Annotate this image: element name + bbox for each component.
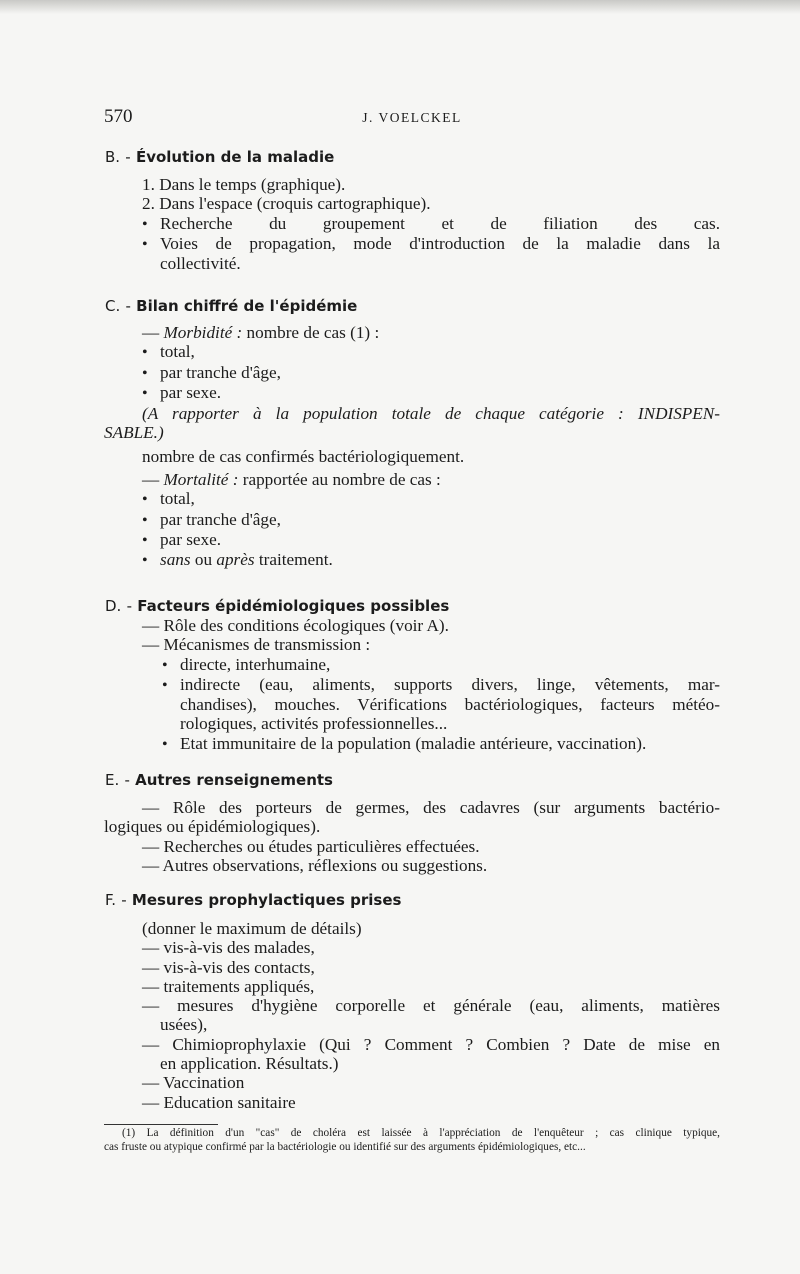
list-item: — Autres observations, réflexions ou suggestions. bbox=[142, 855, 488, 875]
list-item: • Etat immunitaire de la population (maladie antérieure, vaccination). bbox=[104, 734, 720, 754]
note-line: SABLE.) bbox=[104, 423, 164, 443]
list-item-continuation: chandises), mouches. Vérifications bactériologiques, facteurs météo- bbox=[180, 695, 720, 715]
footnote-rule bbox=[104, 1124, 218, 1125]
section-b-heading: B. - Évolution de la maladie bbox=[105, 148, 335, 166]
section-e-heading: E. - Autres renseignements bbox=[105, 771, 333, 789]
section-d-title: Facteurs épidémiologiques possibles bbox=[137, 597, 450, 615]
section-f bbox=[104, 890, 720, 1112]
section-e bbox=[104, 770, 720, 875]
section-c bbox=[104, 296, 720, 571]
list-item: — mesures d'hygiène corporelle et générale (eau, aliments, matières bbox=[142, 996, 720, 1016]
section-d-heading: D. - Facteurs épidémiologiques possibles bbox=[105, 597, 450, 615]
list-item: 2. Dans l'espace (croquis cartographique). bbox=[142, 194, 431, 214]
list-item: — vis-à-vis des contacts, bbox=[142, 957, 315, 977]
list-item: • Voies de propagation, mode d'introduction de la maladie dans la bbox=[104, 234, 720, 254]
section-f-heading: F. - Mesures prophylactiques prises bbox=[105, 891, 402, 909]
list-item: — traitements appliqués, bbox=[142, 976, 315, 996]
section-f-title: Mesures prophylactiques prises bbox=[131, 891, 402, 909]
list-item: — Recherches ou études particulières effectuées. bbox=[142, 836, 480, 856]
list-item-continuation: en application. Résultats.) bbox=[160, 1054, 339, 1074]
list-item: • Recherche du groupement et de filiation des cas. bbox=[104, 214, 720, 234]
scan-edge bbox=[0, 0, 800, 14]
list-item: — Rôle des porteurs de germes, des cadavres (sur arguments bactério- bbox=[142, 798, 720, 817]
running-head: J. VOELCKEL bbox=[362, 110, 462, 125]
list-item: • par tranche d'âge, bbox=[104, 510, 720, 530]
confirmed-cases-line: nombre de cas confirmés bactériologiquement. bbox=[142, 446, 465, 466]
list-item: • sans ou après traitement. bbox=[104, 550, 720, 570]
list-item: — Education sanitaire bbox=[142, 1092, 296, 1112]
section-e-title: Autres renseignements bbox=[135, 771, 333, 789]
page-header bbox=[104, 106, 720, 130]
list-item: • par sexe. bbox=[104, 530, 720, 550]
list-item: — Vaccination bbox=[142, 1073, 245, 1093]
section-c-title: Bilan chiffré de l'épidémie bbox=[136, 297, 358, 315]
footnote-line: cas fruste ou atypique confirmé par la bactériologie ou identifié sur des arguments épidémiologiques, etc... bbox=[104, 1140, 586, 1153]
footnote bbox=[104, 1127, 720, 1154]
list-item: — vis-à-vis des malades, bbox=[142, 938, 315, 958]
section-c-heading: C. - Bilan chiffré de l'épidémie bbox=[105, 297, 358, 315]
mortalite-line: — Mortalité : rapportée au nombre de cas : bbox=[142, 470, 441, 490]
section-b bbox=[104, 147, 720, 273]
list-item: (donner le maximum de détails) bbox=[142, 919, 362, 938]
list-item: • par tranche d'âge, bbox=[104, 363, 720, 383]
morbidite-line: — Morbidité : nombre de cas (1) : bbox=[142, 323, 380, 342]
list-item-continuation: usées), bbox=[160, 1015, 208, 1035]
list-item: • total, bbox=[104, 489, 720, 509]
note-line: (A rapporter à la population totale de chaque catégorie : INDISPEN- bbox=[142, 404, 720, 424]
list-item-continuation: logiques ou épidémiologiques). bbox=[104, 817, 321, 837]
list-item-continuation: collectivité. bbox=[160, 254, 241, 274]
section-b-title: Évolution de la maladie bbox=[135, 148, 335, 166]
page-number: 570 bbox=[104, 106, 133, 127]
footnote-line: (1) La définition d'un "cas" de choléra est laissée à l'appréciation de l'enquêteur ; cas clinique typique, bbox=[122, 1127, 720, 1139]
list-item: — Chimioprophylaxie (Qui ? Comment ? Combien ? Date de mise en bbox=[142, 1034, 720, 1054]
list-item: • par sexe. bbox=[104, 383, 720, 403]
list-item-continuation: rologiques, activités professionnelles... bbox=[180, 714, 448, 734]
list-item: 1. Dans le temps (graphique). bbox=[142, 175, 346, 194]
section-d bbox=[104, 596, 720, 754]
list-item: • directe, interhumaine, bbox=[104, 655, 720, 675]
list-item: — Mécanismes de transmission : bbox=[142, 635, 371, 655]
list-item: — Rôle des conditions écologiques (voir A). bbox=[142, 616, 449, 635]
list-item: • total, bbox=[104, 342, 720, 362]
list-item: • indirecte (eau, aliments, supports divers, linge, vêtements, mar- bbox=[104, 675, 720, 695]
